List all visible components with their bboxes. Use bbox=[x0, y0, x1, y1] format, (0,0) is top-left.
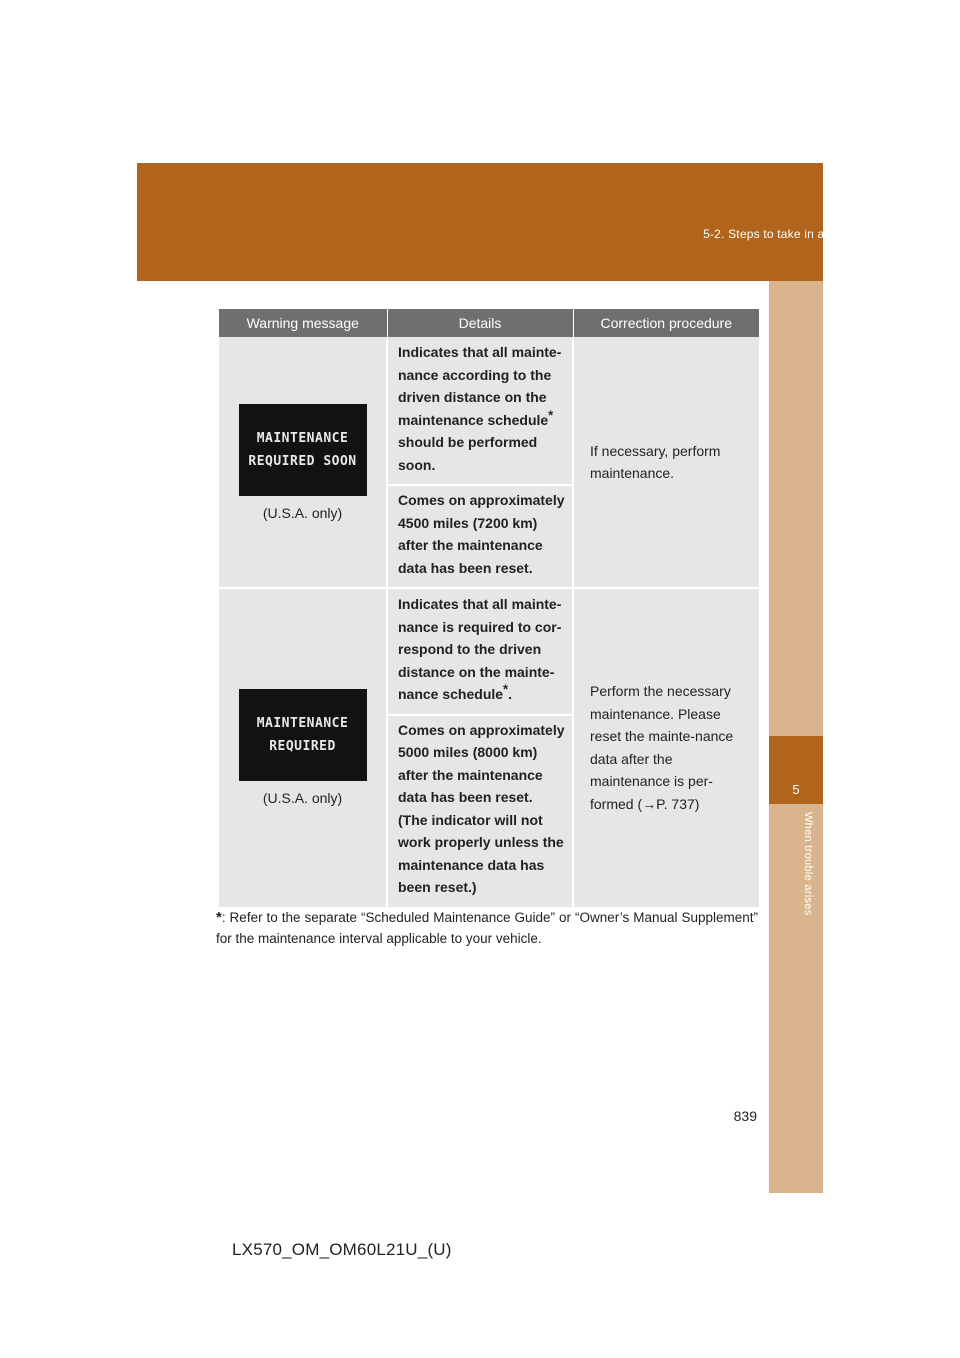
footnote-text: : Refer to the separate “Scheduled Maintenance Guide” or “Owner’s Manual Supplement” for the maintenance interval applicable to your vehicle. bbox=[216, 910, 758, 946]
detail-text-secondary: Comes on approximately 4500 miles (7200 km) after the maintenance data has been reset. bbox=[398, 492, 565, 576]
table-header-row bbox=[219, 309, 759, 337]
footnote-mark: * bbox=[216, 909, 222, 926]
detail-text-main: Indicates that all mainte-nance according to the driven distance on the maintenance schedule bbox=[398, 344, 562, 428]
display-text: MAINTENANCE REQUIRED SOON bbox=[248, 430, 357, 469]
chapter-label: When trouble arises bbox=[802, 812, 814, 916]
warning-message-cell bbox=[219, 337, 387, 588]
warning-message-cell bbox=[219, 588, 387, 907]
detail-text-suffix: . bbox=[508, 686, 512, 702]
correction-cell bbox=[573, 337, 759, 588]
table-row bbox=[219, 337, 759, 588]
footnote bbox=[216, 907, 758, 949]
maintenance-required-display bbox=[239, 689, 367, 781]
header-details: Details bbox=[387, 309, 573, 337]
asterisk-mark: * bbox=[503, 681, 509, 697]
header-band bbox=[137, 163, 823, 281]
document-id: LX570_OM_OM60L21U_(U) bbox=[232, 1240, 452, 1259]
detail-text-secondary: Comes on approximately 5000 miles (8000 km) after the maintenance data has been reset. (The indicator will not work properly unless the maintenance data has been reset.) bbox=[398, 721, 565, 895]
detail-text bbox=[388, 337, 572, 484]
page-number: 839 bbox=[733, 1108, 757, 1124]
detail-text-main: Indicates that all mainte-nance is required to cor-respond to the driven distance on the mainte-nance schedule bbox=[398, 596, 562, 702]
correction-text: Perform the necessary maintenance. Please reset the mainte-nance data after the maintenance is per-formed (→P. 737) bbox=[590, 683, 734, 812]
detail-text bbox=[388, 589, 572, 714]
header-warning-message: Warning message bbox=[219, 309, 387, 337]
details-cell bbox=[387, 337, 573, 588]
detail-text-suffix: should be performed soon. bbox=[398, 434, 538, 473]
chapter-number: 5 bbox=[792, 782, 800, 797]
section-title: 5-2. Steps to take in an emergency bbox=[703, 227, 896, 241]
region-note: (U.S.A. only) bbox=[262, 504, 343, 521]
display-text: MAINTENANCE REQUIRED bbox=[256, 716, 349, 755]
maintenance-required-soon-display bbox=[239, 404, 367, 496]
header-correction-procedure: Correction procedure bbox=[573, 309, 759, 337]
details-cell bbox=[387, 588, 573, 907]
warning-message-table bbox=[219, 309, 759, 907]
correction-cell bbox=[573, 588, 759, 907]
asterisk-mark: * bbox=[548, 406, 554, 422]
correction-text: If necessary, perform maintenance. bbox=[590, 442, 721, 481]
table-row bbox=[219, 588, 759, 907]
region-note: (U.S.A. only) bbox=[262, 790, 343, 807]
